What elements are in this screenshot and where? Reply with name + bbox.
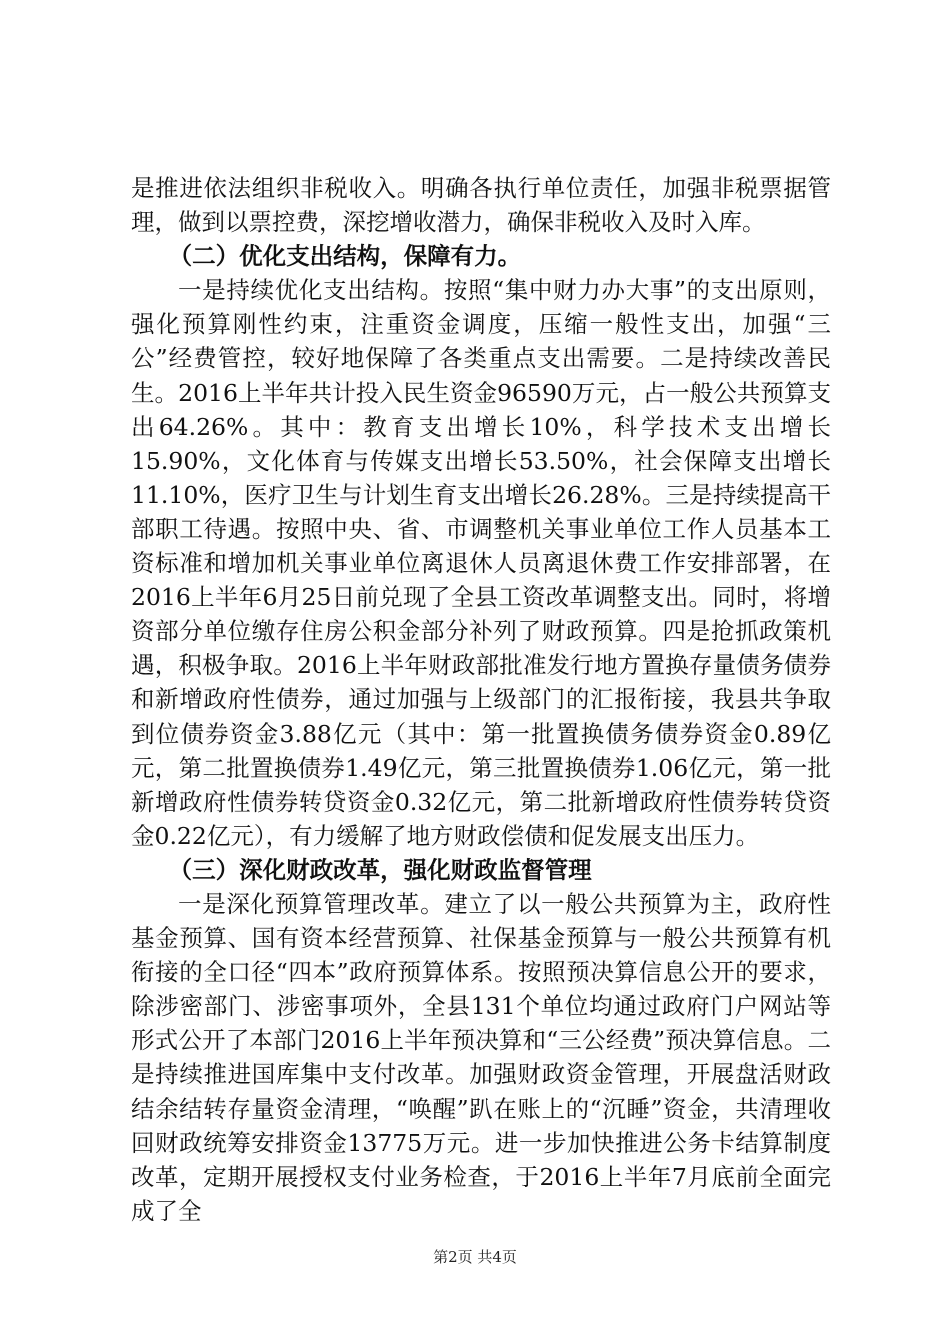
paragraph-continuation: 是推进依法组织非税收入。明确各执行单位责任，加强非税票据管理，做到以票控费，深挖增收潜力，确保非税收入及时入库。	[131, 174, 831, 237]
section-heading-2: （二）优化支出结构，保障有力。	[168, 242, 522, 271]
paragraph-reform: 一是深化预算管理改革。建立了以一般公共预算为主，政府性基金预算、国有资本经营预算、社保基金预算与一般公共预算有机衔接的全口径“四本”政府预算体系。按照预决算信息公开的要求，除涉密部门、涉密事项外，全县131个单位均通过政府门户网站等形式公开了本部门2016上半年预决算和“三公经费”预决算信息。二是持续推进国库集中支付改革。加强财政资金管理，开展盘活财政结余结转存量资金清理，“唤醒”趴在账上的“沉睡”资金，共清理收回财政统筹安排资金13775万元。进一步加快推进公务卡结算制度改革，定期开展授权支付业务检查，于2016上半年7月底前全面完成了全	[131, 889, 831, 1225]
section-heading-3: （三）深化财政改革，强化财政监督管理	[168, 855, 592, 884]
paragraph-expenditure: 一是持续优化支出结构。按照“集中财力办大事”的支出原则，强化预算刚性约束，注重资金调度，压缩一般性支出，加强“三公”经费管控，较好地保障了各类重点支出需要。二是持续改善民生。2016上半年共计投入民生资金96590万元，占一般公共预算支出64.26%。其中：教育支出增长10%，科学技术支出增长15.90%，文化体育与传媒支出增长53.50%，社会保障支出增长11.10%，医疗卫生与计划生育支出增长26.28%。三是持续提高干部职工待遇。按照中央、省、市调整机关事业单位工作人员基本工资标准和增加机关事业单位离退休人员离退休费工作安排部署，在2016上半年6月25日前兑现了全县工资改革调整支出。同时，将增资部分单位缴存住房公积金部分补列了财政预算。四是抢抓政策机遇，积极争取。2016上半年财政部批准发行地方置换存量债务债券和新增政府性债券，通过加强与上级部门的汇报衔接，我县共争取到位债券资金3.88亿元（其中：第一批置换债务债券资金0.89亿元，第二批置换债券1.49亿元，第三批置换债券1.06亿元，第一批新增政府性债券转贷资金0.32亿元，第二批新增政府性债券转贷资金0.22亿元），有力缓解了地方财政偿债和促发展支出压力。	[131, 276, 831, 850]
page-number-footer: 第2页 共4页	[433, 1248, 517, 1266]
document-body	[131, 171, 831, 1228]
